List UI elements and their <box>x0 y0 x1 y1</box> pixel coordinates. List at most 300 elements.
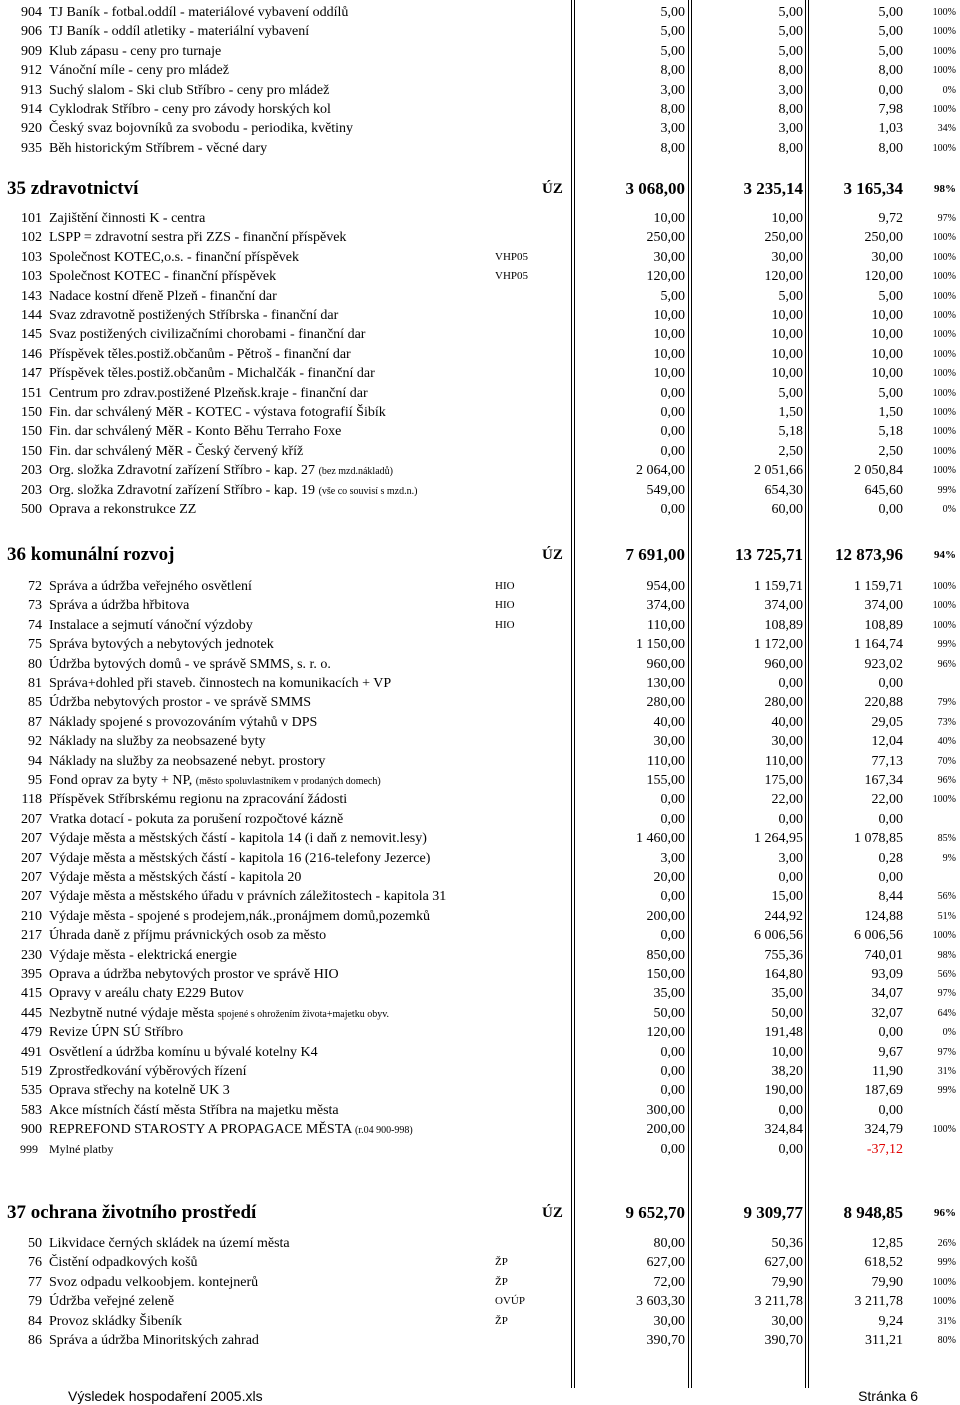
row-name-text: Mylné platby <box>49 1141 114 1156</box>
footer-filename: Výsledek hospodaření 2005.xls <box>68 1388 263 1404</box>
row-name-text: Příspěvek těles.postiž.občanům - Pětroš - finanční dar <box>49 346 351 362</box>
row-name <box>49 810 343 829</box>
row-number: 912 <box>21 63 42 79</box>
approved-budget: 10,00 <box>653 308 685 323</box>
percent-fulfilled: 100% <box>932 329 956 341</box>
table-row <box>0 1043 960 1062</box>
adjusted-budget: 50,36 <box>771 1236 803 1251</box>
actual-spending: 29,05 <box>871 714 903 730</box>
row-number: 207 <box>21 850 42 866</box>
actual-spending: 923,02 <box>864 656 903 672</box>
approved-budget: 3,00 <box>660 850 685 866</box>
actual-spending: 220,88 <box>864 695 903 711</box>
table-row <box>0 22 960 41</box>
row-name <box>49 868 301 887</box>
adjusted-budget: 79,90 <box>771 1274 803 1290</box>
approved-budget: 0,00 <box>660 1064 685 1079</box>
adjusted-budget: 10,00 <box>771 211 803 226</box>
adjusted-budget: 35,00 <box>771 986 803 1002</box>
row-name <box>49 267 276 286</box>
row-number: 583 <box>21 1102 42 1118</box>
actual-spending: 108,89 <box>864 617 903 633</box>
table-row <box>0 119 960 138</box>
table-row <box>0 461 960 480</box>
percent-fulfilled: 99% <box>937 639 956 651</box>
adjusted-budget: 30,00 <box>771 734 803 750</box>
approved-budget: 50,00 <box>653 1005 685 1021</box>
percent-fulfilled: 85% <box>937 833 956 845</box>
actual-spending: 10,00 <box>871 327 903 343</box>
percent-fulfilled: 100% <box>932 426 956 438</box>
actual-spending: 11,90 <box>872 1064 903 1079</box>
approved-budget: 8,00 <box>660 102 685 117</box>
actual-spending: 124,88 <box>864 908 903 924</box>
row-number: 906 <box>21 24 42 40</box>
row-number: 217 <box>21 928 42 944</box>
row-name <box>49 81 329 100</box>
row-name-text: Společnost KOTEC,o.s. - finanční příspěvek <box>49 249 300 265</box>
row-name <box>49 287 277 306</box>
adjusted-budget: 10,00 <box>771 327 803 343</box>
row-name-text: Osvětlení a údržba komínu u bývalé kotelny K4 <box>49 1044 318 1060</box>
row-name-text: Výdaje města - elektrická energie <box>49 947 237 963</box>
actual-spending: 10,00 <box>871 366 903 382</box>
table-row <box>0 1081 960 1100</box>
percent-fulfilled: 100% <box>932 271 956 283</box>
approved-budget: 0,00 <box>660 792 685 808</box>
approved-budget: 30,00 <box>653 249 685 265</box>
table-row <box>0 422 960 441</box>
actual-spending: 120,00 <box>864 269 903 285</box>
table-row <box>0 1331 960 1350</box>
table-row <box>0 3 960 22</box>
section-percent: 94% <box>934 549 956 561</box>
row-name <box>49 984 244 1003</box>
table-row <box>0 81 960 100</box>
adjusted-budget: 1 159,71 <box>754 579 803 594</box>
percent-fulfilled: 100% <box>932 1124 956 1136</box>
row-number: 92 <box>28 734 42 750</box>
row-number: 203 <box>21 482 42 498</box>
row-code: HIO <box>495 618 515 631</box>
percent-fulfilled: 40% <box>937 736 956 748</box>
adjusted-budget: 960,00 <box>764 656 803 672</box>
row-number: 203 <box>21 463 42 479</box>
row-name <box>49 965 339 984</box>
row-name-text: Výdaje města a městských částí - kapitola 16 (216-telefony Jezerce) <box>49 850 431 866</box>
actual-spending: 1 159,71 <box>854 579 903 594</box>
approved-budget: 3,00 <box>660 82 685 98</box>
adjusted-budget: 390,70 <box>764 1333 803 1348</box>
row-number: 84 <box>28 1313 42 1329</box>
adjusted-budget: 627,00 <box>764 1255 803 1271</box>
table-row <box>0 228 960 247</box>
row-number: 479 <box>21 1025 42 1041</box>
adjusted-budget: 190,00 <box>764 1083 803 1099</box>
table-row <box>0 1101 960 1120</box>
actual-spending: 1,50 <box>878 405 903 420</box>
actual-spending: 0,00 <box>878 82 903 98</box>
adjusted-budget: 654,30 <box>764 482 803 498</box>
table-row <box>0 1253 960 1272</box>
percent-fulfilled: 100% <box>932 407 956 418</box>
row-number: 146 <box>21 346 42 362</box>
actual-spending: 5,00 <box>878 288 903 304</box>
row-name-text: Příspěvek Stříbrskému regionu na zpracování žádosti <box>49 792 348 808</box>
approved-budget: 0,00 <box>660 502 685 517</box>
row-name-text: Org. složka Zdravotní zařízení Stříbro - kap. 19 <box>49 482 316 498</box>
row-name <box>49 577 252 596</box>
table-row <box>0 829 960 848</box>
table-row <box>0 907 960 926</box>
percent-fulfilled: 100% <box>932 310 956 321</box>
row-name-text: Instalace a sejmutí vánoční výzdoby <box>49 617 253 633</box>
percent-fulfilled: 100% <box>932 142 956 154</box>
row-name-text: Společnost KOTEC - finanční příspěvek <box>49 269 277 285</box>
adjusted-budget: 244,92 <box>764 908 803 924</box>
row-number: 145 <box>21 327 42 343</box>
row-name <box>49 345 351 364</box>
row-name-text: Údržba nebytových prostor - ve správě SMMS <box>49 695 312 711</box>
table-row <box>0 1004 960 1023</box>
row-number: 415 <box>21 986 42 1002</box>
row-code: ŽP <box>495 1256 508 1269</box>
actual-spending: 1 078,85 <box>854 831 903 847</box>
row-name <box>49 887 446 906</box>
percent-fulfilled: 100% <box>932 600 956 612</box>
table-row <box>0 306 960 325</box>
row-name <box>49 674 391 693</box>
section-actual-total: 12 873,96 <box>835 545 903 564</box>
section-uz-label: ÚZ <box>542 547 563 563</box>
approved-budget: 0,00 <box>660 928 685 944</box>
adjusted-budget: 6 006,56 <box>754 928 803 944</box>
row-name-text: Suchý slalom - Ski club Stříbro - ceny pro mládež <box>49 82 330 98</box>
row-number: 207 <box>21 811 42 827</box>
row-name <box>49 926 326 945</box>
adjusted-budget: 0,00 <box>778 870 803 885</box>
row-number: 230 <box>21 947 42 963</box>
row-name-text: Nadace kostní dřeně Plzeň - finanční dar <box>49 288 277 304</box>
section-uz-label: ÚZ <box>542 1205 563 1221</box>
percent-fulfilled: 100% <box>932 619 956 631</box>
row-name-text: Zajištění činnosti K - centra <box>49 211 206 226</box>
table-row <box>0 868 960 887</box>
row-name <box>49 907 430 926</box>
row-number: 920 <box>21 121 42 137</box>
actual-spending: 93,09 <box>871 967 903 982</box>
table-row <box>0 1023 960 1042</box>
adjusted-budget: 324,84 <box>764 1122 803 1138</box>
row-name-text: Výdaje města a městských částí - kapitola 14 (i daň z nemovit.lesy) <box>49 831 427 847</box>
table-row <box>0 325 960 344</box>
row-number: 207 <box>21 889 42 905</box>
approved-budget: 130,00 <box>646 676 685 691</box>
percent-fulfilled: 100% <box>932 581 956 592</box>
row-name-text: Oprava a údržba nebytových prostor ve správě HIO <box>49 967 339 982</box>
row-number: 80 <box>28 656 42 672</box>
row-number: 101 <box>21 211 42 226</box>
row-name <box>49 713 317 732</box>
approved-budget: 30,00 <box>653 1313 685 1329</box>
approved-budget: 954,00 <box>646 579 685 594</box>
adjusted-budget: 5,00 <box>778 24 803 40</box>
percent-fulfilled: 56% <box>937 891 956 903</box>
adjusted-budget: 50,00 <box>771 1005 803 1021</box>
approved-budget: 8,00 <box>660 140 685 156</box>
percent-fulfilled: 79% <box>937 697 956 709</box>
table-row <box>0 984 960 1003</box>
adjusted-budget: 38,20 <box>771 1064 803 1079</box>
approved-budget: 0,00 <box>660 443 685 459</box>
percent-fulfilled: 100% <box>932 45 956 57</box>
percent-fulfilled: 97% <box>937 988 956 1000</box>
row-number: 73 <box>28 598 42 614</box>
row-number: 74 <box>28 617 42 633</box>
table-row <box>0 810 960 829</box>
adjusted-budget: 0,00 <box>778 676 803 691</box>
approved-budget: 0,00 <box>660 424 685 440</box>
row-number: 102 <box>21 230 42 246</box>
approved-budget: 8,00 <box>660 63 685 79</box>
section-adjusted-total: 13 725,71 <box>735 545 803 564</box>
row-name-text: Čistění odpadkových košů <box>49 1255 198 1271</box>
row-number: 935 <box>21 140 42 156</box>
approved-budget: 250,00 <box>646 230 685 246</box>
adjusted-budget: 250,00 <box>764 230 803 246</box>
actual-spending: 9,24 <box>878 1313 903 1329</box>
row-name-text: Centrum pro zdrav.postižené Plzeňsk.kraje - finanční dar <box>49 385 368 401</box>
row-name <box>49 635 274 654</box>
row-name <box>49 1062 247 1081</box>
row-name-text: Náklady spojené s provozováním výtahů v DPS <box>49 714 318 730</box>
approved-budget: 0,00 <box>660 385 685 401</box>
percent-fulfilled: 98% <box>937 949 956 961</box>
percent-fulfilled: 100% <box>932 232 956 244</box>
row-name-text: Správa a údržba hřbitova <box>49 598 190 614</box>
row-code: VHP05 <box>495 270 529 283</box>
row-name-text: Akce místních částí města Stříbra na majetku města <box>49 1102 339 1118</box>
approved-budget: 5,00 <box>660 24 685 40</box>
row-name-text: REPREFOND STAROSTY A PROPAGACE MĚSTA <box>49 1122 352 1138</box>
approved-budget: 0,00 <box>660 811 685 827</box>
table-row <box>0 1273 960 1292</box>
row-number: 85 <box>28 695 42 711</box>
row-number: 151 <box>21 385 42 401</box>
section-percent: 96% <box>934 1207 956 1219</box>
table-row <box>0 616 960 635</box>
row-name-text: Fin. dar schválený MěR - Český červený kříž <box>49 443 304 459</box>
table-row <box>0 946 960 965</box>
row-number: 79 <box>28 1294 42 1310</box>
actual-spending: 311,21 <box>865 1333 903 1348</box>
percent-fulfilled: 100% <box>932 348 956 360</box>
actual-spending: 79,90 <box>871 1274 903 1290</box>
row-number: 143 <box>21 288 42 304</box>
row-name-text: Náklady na služby za neobsazené byty <box>49 734 266 750</box>
adjusted-budget: 40,00 <box>771 714 803 730</box>
table-row <box>0 1140 960 1159</box>
table-row <box>0 139 960 158</box>
row-name-text: Údržba veřejné zeleně <box>49 1294 175 1310</box>
approved-budget: 627,00 <box>646 1255 685 1271</box>
row-number: 395 <box>21 967 42 982</box>
approved-budget: 35,00 <box>653 986 685 1002</box>
row-name <box>49 139 267 158</box>
percent-fulfilled: 100% <box>932 26 956 38</box>
row-name-text: Vratka dotací - pokuta za porušení rozpočtové kázně <box>49 811 344 827</box>
approved-budget: 200,00 <box>646 908 685 924</box>
percent-fulfilled: 34% <box>937 123 956 135</box>
row-number: 81 <box>28 676 42 691</box>
adjusted-budget: 0,00 <box>778 811 803 827</box>
approved-budget: 300,00 <box>646 1102 685 1118</box>
row-name-text: Fond oprav za byty + NP, <box>49 773 193 788</box>
approved-budget: 390,70 <box>646 1333 685 1348</box>
actual-spending: 618,52 <box>864 1255 903 1271</box>
section-approved-total: 7 691,00 <box>625 545 685 564</box>
percent-fulfilled: 73% <box>937 716 956 728</box>
row-name-text: Fin. dar schválený MěR - Konto Běhu Terraho Foxe <box>49 424 342 440</box>
actual-spending: 9,72 <box>878 211 903 226</box>
table-row <box>0 732 960 751</box>
approved-budget: 0,00 <box>660 889 685 905</box>
approved-budget: 3 603,30 <box>636 1294 685 1310</box>
row-name-text: Revize ÚPN SÚ Stříbro <box>49 1025 184 1041</box>
table-row <box>0 887 960 906</box>
row-name-text: Oprava a rekonstrukce ZZ <box>49 502 197 517</box>
row-name <box>49 22 309 41</box>
row-number: 76 <box>28 1255 42 1271</box>
approved-budget: 0,00 <box>660 1044 685 1060</box>
table-row <box>0 1062 960 1081</box>
adjusted-budget: 5,00 <box>778 43 803 59</box>
row-name <box>49 1120 413 1140</box>
adjusted-budget: 374,00 <box>764 598 803 614</box>
table-row <box>0 42 960 61</box>
approved-budget: 0,00 <box>660 405 685 420</box>
percent-fulfilled: 64% <box>937 1007 956 1019</box>
row-name <box>49 1043 318 1062</box>
row-name <box>49 119 353 138</box>
actual-spending: 5,00 <box>878 24 903 40</box>
row-name-text: Fin. dar schválený MěR - KOTEC - výstava fotografií Šibík <box>49 405 386 420</box>
row-name <box>49 1312 182 1331</box>
row-code: ŽP <box>495 1275 508 1288</box>
row-name <box>49 384 368 403</box>
row-name-text: Svaz zdravotně postižených Stříbrska - finanční dar <box>49 308 339 323</box>
table-row <box>0 1120 960 1139</box>
row-name <box>49 100 331 119</box>
actual-spending: 1,03 <box>878 121 903 137</box>
table-row <box>0 481 960 500</box>
actual-spending: 2,50 <box>878 443 903 459</box>
table-row <box>0 1312 960 1331</box>
row-name-text: Likvidace černých skládek na území města <box>49 1236 290 1251</box>
section-uz-label: ÚZ <box>542 181 563 197</box>
actual-spending: 1 164,74 <box>854 637 903 653</box>
row-number: 103 <box>21 269 42 285</box>
row-name <box>49 3 348 22</box>
adjusted-budget: 110,00 <box>765 753 803 769</box>
percent-fulfilled: 100% <box>932 290 956 302</box>
row-name-text: Český svaz bojovníků za svobodu - periodika, květiny <box>49 121 354 137</box>
percent-fulfilled: 99% <box>937 484 956 496</box>
adjusted-budget: 120,00 <box>764 269 803 285</box>
actual-spending: 10,00 <box>871 308 903 323</box>
actual-spending: 30,00 <box>871 249 903 265</box>
table-row <box>0 635 960 654</box>
actual-spending: 0,00 <box>878 870 903 885</box>
percent-fulfilled: 26% <box>937 1238 956 1249</box>
adjusted-budget: 3,00 <box>778 82 803 98</box>
row-number: 519 <box>21 1064 42 1079</box>
approved-budget: 120,00 <box>646 1025 685 1041</box>
table-row <box>0 655 960 674</box>
row-code: OVÚP <box>495 1295 525 1308</box>
row-number: 500 <box>21 502 42 517</box>
row-number: 150 <box>21 443 42 459</box>
row-number: 210 <box>21 908 42 924</box>
adjusted-budget: 10,00 <box>771 1044 803 1060</box>
approved-budget: 80,00 <box>653 1236 685 1251</box>
row-name-text: Údržba bytových domů - ve správě SMMS, s. r. o. <box>49 656 331 672</box>
row-name <box>49 616 253 635</box>
actual-spending: -37,12 <box>866 1141 903 1157</box>
row-name-text: Zprostředkování výběrových řízení <box>49 1064 247 1079</box>
actual-spending: 77,13 <box>871 753 903 769</box>
row-name <box>49 946 237 965</box>
row-number: 909 <box>21 43 42 59</box>
approved-budget: 5,00 <box>660 5 685 20</box>
row-name-text: Opravy v areálu chaty E229 Butov <box>49 986 244 1002</box>
approved-budget: 3,00 <box>660 121 685 137</box>
percent-fulfilled: 100% <box>932 930 956 942</box>
row-name <box>49 829 427 848</box>
table-row <box>0 674 960 693</box>
percent-fulfilled: 100% <box>932 368 956 380</box>
row-note: (bez mzd.nákladů) <box>318 466 393 478</box>
actual-spending: 187,69 <box>864 1083 903 1099</box>
row-name <box>49 228 346 247</box>
row-name-text: Náklady na služby za neobsazené nebyt. prostory <box>49 753 326 769</box>
row-name-text: Org. složka Zdravotní zařízení Stříbro - kap. 27 <box>49 463 316 479</box>
row-name <box>49 364 375 383</box>
percent-fulfilled: 100% <box>932 465 956 477</box>
adjusted-budget: 10,00 <box>771 346 803 362</box>
row-number: 72 <box>28 579 42 594</box>
row-name <box>49 1292 174 1311</box>
row-number: 87 <box>28 714 42 730</box>
actual-spending: 3 211,78 <box>854 1294 903 1310</box>
table-row <box>0 752 960 771</box>
percent-fulfilled: 99% <box>937 1257 956 1269</box>
adjusted-budget: 2 051,66 <box>754 463 803 479</box>
row-number: 50 <box>28 1236 42 1251</box>
adjusted-budget: 60,00 <box>771 502 803 517</box>
row-name-text: Příspěvek těles.postiž.občanům - Michalčák - finanční dar <box>49 366 375 382</box>
adjusted-budget: 755,36 <box>764 947 803 963</box>
row-number: 900 <box>21 1122 42 1138</box>
row-number: 491 <box>21 1044 42 1060</box>
table-row <box>0 209 960 228</box>
actual-spending: 9,67 <box>878 1044 903 1060</box>
row-number: 95 <box>28 773 42 788</box>
table-row <box>0 345 960 364</box>
approved-budget: 10,00 <box>653 346 685 362</box>
actual-spending: 167,34 <box>864 773 903 788</box>
percent-fulfilled: 100% <box>932 387 956 399</box>
